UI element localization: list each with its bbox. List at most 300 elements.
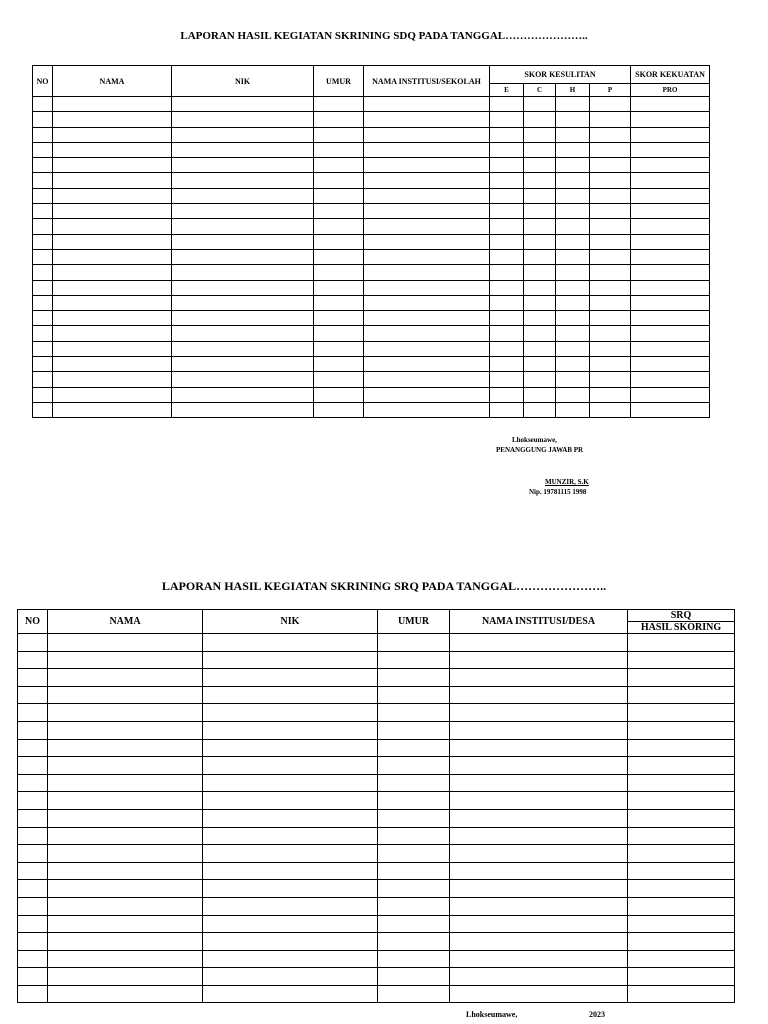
table-cell[interactable]: [450, 827, 628, 845]
table-cell[interactable]: [490, 127, 524, 142]
table-cell[interactable]: [450, 739, 628, 757]
table-cell[interactable]: [450, 669, 628, 687]
table-cell[interactable]: [524, 234, 556, 249]
table-cell[interactable]: [590, 188, 631, 203]
table-cell[interactable]: [203, 933, 378, 951]
table-cell[interactable]: [53, 219, 172, 234]
table-cell[interactable]: [450, 704, 628, 722]
table-cell[interactable]: [524, 265, 556, 280]
table-cell[interactable]: [48, 792, 203, 810]
table-cell[interactable]: [631, 173, 710, 188]
table-cell[interactable]: [314, 387, 364, 402]
table-cell[interactable]: [450, 845, 628, 863]
table-cell[interactable]: [524, 204, 556, 219]
table-cell[interactable]: [18, 827, 48, 845]
table-cell[interactable]: [18, 721, 48, 739]
table-cell[interactable]: [524, 188, 556, 203]
table-cell[interactable]: [314, 249, 364, 264]
table-cell[interactable]: [490, 295, 524, 310]
table-cell[interactable]: [53, 249, 172, 264]
table-cell[interactable]: [628, 933, 735, 951]
table-cell[interactable]: [378, 968, 450, 986]
table-cell[interactable]: [490, 234, 524, 249]
table-cell[interactable]: [364, 188, 490, 203]
table-cell[interactable]: [378, 721, 450, 739]
table-cell[interactable]: [378, 651, 450, 669]
table-cell[interactable]: [524, 326, 556, 341]
table-cell[interactable]: [590, 158, 631, 173]
table-cell[interactable]: [314, 158, 364, 173]
table-cell[interactable]: [590, 142, 631, 157]
table-cell[interactable]: [33, 249, 53, 264]
table-cell[interactable]: [631, 204, 710, 219]
table-cell[interactable]: [48, 634, 203, 652]
table-cell[interactable]: [631, 326, 710, 341]
table-cell[interactable]: [18, 985, 48, 1003]
table-cell[interactable]: [628, 721, 735, 739]
table-cell[interactable]: [203, 704, 378, 722]
table-cell[interactable]: [203, 915, 378, 933]
table-cell[interactable]: [450, 985, 628, 1003]
table-cell[interactable]: [490, 173, 524, 188]
table-cell[interactable]: [33, 280, 53, 295]
table-cell[interactable]: [556, 295, 590, 310]
table-cell[interactable]: [48, 968, 203, 986]
table-cell[interactable]: [18, 862, 48, 880]
table-cell[interactable]: [364, 219, 490, 234]
table-cell[interactable]: [628, 757, 735, 775]
table-cell[interactable]: [378, 669, 450, 687]
table-cell[interactable]: [203, 880, 378, 898]
table-cell[interactable]: [628, 651, 735, 669]
table-cell[interactable]: [172, 219, 314, 234]
table-cell[interactable]: [48, 774, 203, 792]
table-cell[interactable]: [450, 862, 628, 880]
table-cell[interactable]: [53, 112, 172, 127]
table-cell[interactable]: [53, 402, 172, 417]
table-cell[interactable]: [524, 372, 556, 387]
table-cell[interactable]: [53, 357, 172, 372]
table-cell[interactable]: [364, 265, 490, 280]
table-cell[interactable]: [172, 341, 314, 356]
table-cell[interactable]: [556, 249, 590, 264]
table-cell[interactable]: [48, 897, 203, 915]
table-cell[interactable]: [631, 402, 710, 417]
table-cell[interactable]: [33, 204, 53, 219]
table-cell[interactable]: [48, 739, 203, 757]
table-cell[interactable]: [490, 357, 524, 372]
table-cell[interactable]: [378, 634, 450, 652]
table-cell[interactable]: [524, 158, 556, 173]
table-cell[interactable]: [53, 326, 172, 341]
table-cell[interactable]: [628, 774, 735, 792]
table-cell[interactable]: [450, 950, 628, 968]
table-cell[interactable]: [18, 880, 48, 898]
table-cell[interactable]: [48, 915, 203, 933]
table-cell[interactable]: [631, 142, 710, 157]
table-cell[interactable]: [378, 792, 450, 810]
table-cell[interactable]: [524, 142, 556, 157]
table-cell[interactable]: [53, 204, 172, 219]
table-cell[interactable]: [631, 234, 710, 249]
table-cell[interactable]: [53, 341, 172, 356]
table-cell[interactable]: [590, 357, 631, 372]
table-cell[interactable]: [631, 357, 710, 372]
table-cell[interactable]: [378, 827, 450, 845]
table-cell[interactable]: [172, 97, 314, 112]
table-cell[interactable]: [590, 219, 631, 234]
table-cell[interactable]: [378, 704, 450, 722]
table-cell[interactable]: [172, 158, 314, 173]
table-cell[interactable]: [48, 862, 203, 880]
table-cell[interactable]: [631, 372, 710, 387]
table-cell[interactable]: [628, 669, 735, 687]
table-cell[interactable]: [490, 372, 524, 387]
table-cell[interactable]: [364, 326, 490, 341]
table-cell[interactable]: [18, 651, 48, 669]
table-cell[interactable]: [450, 634, 628, 652]
table-cell[interactable]: [53, 372, 172, 387]
table-cell[interactable]: [590, 295, 631, 310]
table-cell[interactable]: [314, 97, 364, 112]
table-cell[interactable]: [490, 219, 524, 234]
table-cell[interactable]: [590, 265, 631, 280]
table-cell[interactable]: [172, 372, 314, 387]
table-cell[interactable]: [203, 985, 378, 1003]
table-cell[interactable]: [364, 173, 490, 188]
table-cell[interactable]: [203, 968, 378, 986]
table-cell[interactable]: [556, 402, 590, 417]
table-cell[interactable]: [48, 809, 203, 827]
table-cell[interactable]: [53, 173, 172, 188]
table-cell[interactable]: [203, 634, 378, 652]
table-cell[interactable]: [314, 280, 364, 295]
table-cell[interactable]: [490, 158, 524, 173]
table-cell[interactable]: [378, 739, 450, 757]
table-cell[interactable]: [628, 915, 735, 933]
table-cell[interactable]: [53, 265, 172, 280]
table-cell[interactable]: [172, 295, 314, 310]
table-cell[interactable]: [628, 968, 735, 986]
table-cell[interactable]: [314, 234, 364, 249]
table-cell[interactable]: [314, 265, 364, 280]
table-cell[interactable]: [450, 968, 628, 986]
table-cell[interactable]: [524, 173, 556, 188]
table-cell[interactable]: [172, 387, 314, 402]
table-cell[interactable]: [628, 862, 735, 880]
table-cell[interactable]: [631, 341, 710, 356]
table-cell[interactable]: [18, 915, 48, 933]
table-cell[interactable]: [490, 204, 524, 219]
table-cell[interactable]: [18, 757, 48, 775]
table-cell[interactable]: [524, 341, 556, 356]
table-cell[interactable]: [590, 341, 631, 356]
table-cell[interactable]: [524, 295, 556, 310]
table-cell[interactable]: [450, 757, 628, 775]
table-cell[interactable]: [33, 357, 53, 372]
table-cell[interactable]: [33, 265, 53, 280]
table-cell[interactable]: [203, 774, 378, 792]
table-cell[interactable]: [590, 311, 631, 326]
table-cell[interactable]: [48, 757, 203, 775]
table-cell[interactable]: [203, 739, 378, 757]
table-cell[interactable]: [524, 311, 556, 326]
table-cell[interactable]: [590, 326, 631, 341]
table-cell[interactable]: [33, 372, 53, 387]
table-cell[interactable]: [364, 387, 490, 402]
table-cell[interactable]: [628, 845, 735, 863]
table-cell[interactable]: [172, 204, 314, 219]
table-cell[interactable]: [490, 341, 524, 356]
table-cell[interactable]: [628, 950, 735, 968]
table-cell[interactable]: [450, 933, 628, 951]
table-cell[interactable]: [524, 97, 556, 112]
table-cell[interactable]: [172, 326, 314, 341]
table-cell[interactable]: [48, 950, 203, 968]
table-cell[interactable]: [314, 341, 364, 356]
table-cell[interactable]: [378, 950, 450, 968]
table-cell[interactable]: [18, 968, 48, 986]
table-cell[interactable]: [203, 827, 378, 845]
table-cell[interactable]: [590, 402, 631, 417]
table-cell[interactable]: [556, 142, 590, 157]
table-cell[interactable]: [631, 127, 710, 142]
table-cell[interactable]: [364, 249, 490, 264]
table-cell[interactable]: [490, 311, 524, 326]
table-cell[interactable]: [490, 387, 524, 402]
table-cell[interactable]: [628, 634, 735, 652]
table-cell[interactable]: [590, 249, 631, 264]
table-cell[interactable]: [556, 280, 590, 295]
table-cell[interactable]: [450, 915, 628, 933]
table-cell[interactable]: [556, 204, 590, 219]
table-cell[interactable]: [18, 809, 48, 827]
table-cell[interactable]: [556, 219, 590, 234]
table-cell[interactable]: [314, 204, 364, 219]
table-cell[interactable]: [378, 880, 450, 898]
table-cell[interactable]: [378, 809, 450, 827]
table-cell[interactable]: [364, 158, 490, 173]
table-cell[interactable]: [18, 669, 48, 687]
table-cell[interactable]: [631, 387, 710, 402]
table-cell[interactable]: [450, 686, 628, 704]
table-cell[interactable]: [33, 188, 53, 203]
table-cell[interactable]: [628, 686, 735, 704]
table-cell[interactable]: [590, 112, 631, 127]
table-cell[interactable]: [203, 897, 378, 915]
table-cell[interactable]: [314, 357, 364, 372]
table-cell[interactable]: [450, 809, 628, 827]
table-cell[interactable]: [48, 933, 203, 951]
table-cell[interactable]: [18, 897, 48, 915]
table-cell[interactable]: [53, 158, 172, 173]
table-cell[interactable]: [33, 234, 53, 249]
table-cell[interactable]: [18, 739, 48, 757]
table-cell[interactable]: [314, 112, 364, 127]
table-cell[interactable]: [33, 173, 53, 188]
table-cell[interactable]: [556, 158, 590, 173]
table-cell[interactable]: [631, 112, 710, 127]
table-cell[interactable]: [450, 897, 628, 915]
table-cell[interactable]: [556, 387, 590, 402]
table-cell[interactable]: [490, 112, 524, 127]
table-cell[interactable]: [314, 402, 364, 417]
table-cell[interactable]: [53, 311, 172, 326]
table-cell[interactable]: [364, 97, 490, 112]
table-cell[interactable]: [33, 402, 53, 417]
table-cell[interactable]: [172, 127, 314, 142]
table-cell[interactable]: [364, 357, 490, 372]
table-cell[interactable]: [18, 686, 48, 704]
table-cell[interactable]: [450, 721, 628, 739]
table-cell[interactable]: [53, 188, 172, 203]
table-cell[interactable]: [590, 387, 631, 402]
table-cell[interactable]: [364, 127, 490, 142]
table-cell[interactable]: [556, 372, 590, 387]
table-cell[interactable]: [33, 142, 53, 157]
table-cell[interactable]: [378, 897, 450, 915]
table-cell[interactable]: [203, 845, 378, 863]
table-cell[interactable]: [628, 985, 735, 1003]
table-cell[interactable]: [378, 774, 450, 792]
table-cell[interactable]: [314, 127, 364, 142]
table-cell[interactable]: [18, 845, 48, 863]
table-cell[interactable]: [490, 402, 524, 417]
table-cell[interactable]: [18, 933, 48, 951]
table-cell[interactable]: [490, 280, 524, 295]
table-cell[interactable]: [33, 97, 53, 112]
table-cell[interactable]: [203, 686, 378, 704]
table-cell[interactable]: [203, 792, 378, 810]
table-cell[interactable]: [490, 249, 524, 264]
table-cell[interactable]: [364, 402, 490, 417]
table-cell[interactable]: [590, 372, 631, 387]
table-cell[interactable]: [556, 341, 590, 356]
table-cell[interactable]: [628, 792, 735, 810]
table-cell[interactable]: [631, 249, 710, 264]
table-cell[interactable]: [631, 265, 710, 280]
table-cell[interactable]: [48, 880, 203, 898]
table-cell[interactable]: [48, 721, 203, 739]
table-cell[interactable]: [172, 265, 314, 280]
table-cell[interactable]: [524, 357, 556, 372]
table-cell[interactable]: [18, 704, 48, 722]
table-cell[interactable]: [524, 402, 556, 417]
table-cell[interactable]: [53, 295, 172, 310]
table-cell[interactable]: [314, 219, 364, 234]
table-cell[interactable]: [203, 651, 378, 669]
table-cell[interactable]: [314, 142, 364, 157]
table-cell[interactable]: [524, 387, 556, 402]
table-cell[interactable]: [33, 341, 53, 356]
table-cell[interactable]: [53, 97, 172, 112]
table-cell[interactable]: [556, 97, 590, 112]
table-cell[interactable]: [628, 827, 735, 845]
table-cell[interactable]: [314, 372, 364, 387]
table-cell[interactable]: [33, 219, 53, 234]
table-cell[interactable]: [364, 234, 490, 249]
table-cell[interactable]: [203, 809, 378, 827]
table-cell[interactable]: [378, 915, 450, 933]
table-cell[interactable]: [631, 311, 710, 326]
table-cell[interactable]: [378, 862, 450, 880]
table-cell[interactable]: [364, 280, 490, 295]
table-cell[interactable]: [53, 280, 172, 295]
table-cell[interactable]: [172, 173, 314, 188]
table-cell[interactable]: [172, 311, 314, 326]
table-cell[interactable]: [314, 188, 364, 203]
table-cell[interactable]: [590, 280, 631, 295]
table-cell[interactable]: [556, 127, 590, 142]
table-cell[interactable]: [48, 704, 203, 722]
table-cell[interactable]: [203, 757, 378, 775]
table-cell[interactable]: [33, 112, 53, 127]
table-cell[interactable]: [203, 862, 378, 880]
table-cell[interactable]: [364, 112, 490, 127]
table-cell[interactable]: [556, 234, 590, 249]
table-cell[interactable]: [556, 112, 590, 127]
table-cell[interactable]: [203, 950, 378, 968]
table-cell[interactable]: [364, 295, 490, 310]
table-cell[interactable]: [590, 97, 631, 112]
table-cell[interactable]: [524, 280, 556, 295]
table-cell[interactable]: [48, 686, 203, 704]
table-cell[interactable]: [628, 809, 735, 827]
table-cell[interactable]: [172, 280, 314, 295]
table-cell[interactable]: [172, 234, 314, 249]
table-cell[interactable]: [53, 387, 172, 402]
table-cell[interactable]: [378, 845, 450, 863]
table-cell[interactable]: [364, 142, 490, 157]
table-cell[interactable]: [490, 326, 524, 341]
table-cell[interactable]: [48, 845, 203, 863]
table-cell[interactable]: [172, 249, 314, 264]
table-cell[interactable]: [590, 173, 631, 188]
table-cell[interactable]: [490, 97, 524, 112]
table-cell[interactable]: [631, 295, 710, 310]
table-cell[interactable]: [524, 219, 556, 234]
table-cell[interactable]: [172, 402, 314, 417]
table-cell[interactable]: [378, 686, 450, 704]
table-cell[interactable]: [556, 357, 590, 372]
table-cell[interactable]: [450, 792, 628, 810]
table-cell[interactable]: [524, 127, 556, 142]
table-cell[interactable]: [490, 188, 524, 203]
table-cell[interactable]: [48, 651, 203, 669]
table-cell[interactable]: [378, 757, 450, 775]
table-cell[interactable]: [33, 311, 53, 326]
table-cell[interactable]: [378, 933, 450, 951]
table-cell[interactable]: [628, 739, 735, 757]
table-cell[interactable]: [48, 827, 203, 845]
table-cell[interactable]: [33, 158, 53, 173]
table-cell[interactable]: [631, 219, 710, 234]
table-cell[interactable]: [450, 880, 628, 898]
table-cell[interactable]: [450, 774, 628, 792]
table-cell[interactable]: [18, 774, 48, 792]
table-cell[interactable]: [314, 173, 364, 188]
table-cell[interactable]: [556, 265, 590, 280]
table-cell[interactable]: [203, 721, 378, 739]
table-cell[interactable]: [490, 265, 524, 280]
table-cell[interactable]: [314, 326, 364, 341]
table-cell[interactable]: [172, 357, 314, 372]
table-cell[interactable]: [450, 651, 628, 669]
table-cell[interactable]: [48, 985, 203, 1003]
table-cell[interactable]: [172, 188, 314, 203]
table-cell[interactable]: [628, 897, 735, 915]
table-cell[interactable]: [53, 142, 172, 157]
